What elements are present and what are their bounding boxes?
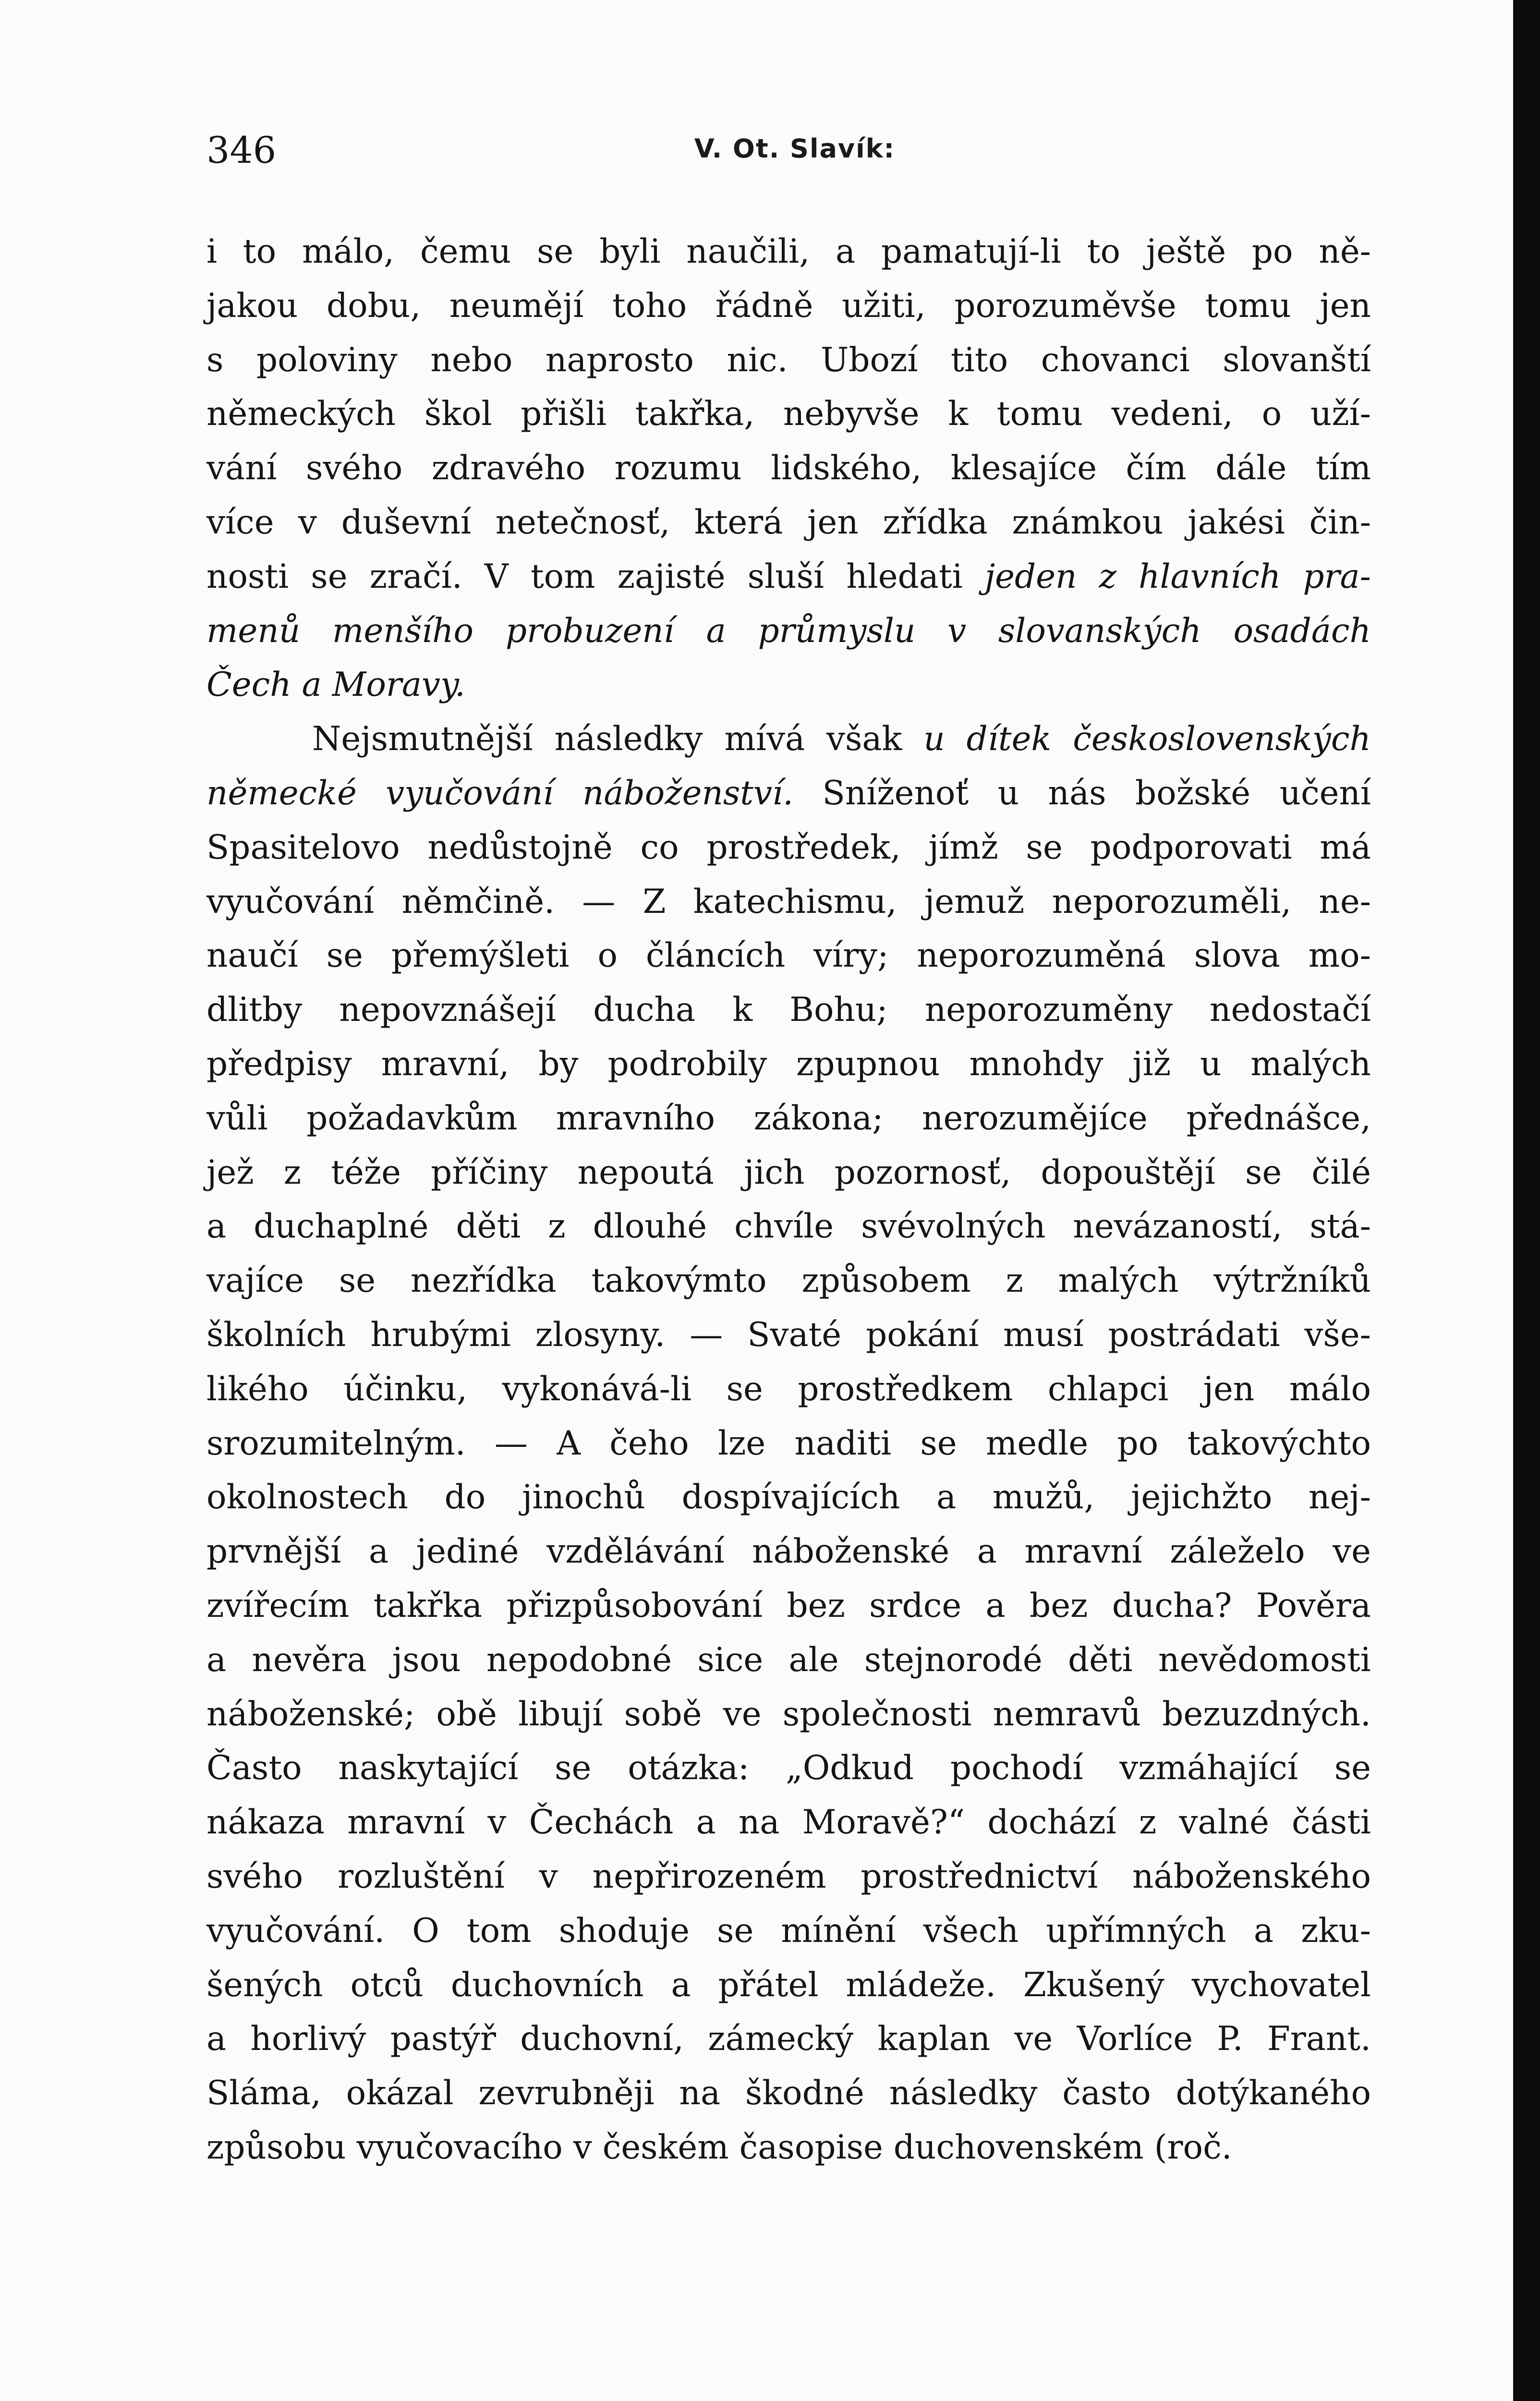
text-line [206, 658, 1371, 712]
scan-border [1513, 0, 1540, 2401]
text-line [206, 279, 1371, 333]
text-line [206, 333, 1371, 388]
text-line [206, 1091, 1371, 1146]
paragraph [206, 712, 1371, 2175]
italic-text: jeden z hlavních pra- [984, 557, 1371, 596]
text-span: prvnější a jediné vzdělávání náboženské a mravní záleželo ve [206, 1532, 1371, 1571]
text-span: Sníženoť u nás božské učení [793, 774, 1371, 812]
page-header [206, 129, 1378, 182]
text-line [206, 1146, 1371, 1200]
text-span: vyučování. O tom shoduje se mínění všech upřímných a zku- [206, 1911, 1371, 1950]
text-span: dlitby nepovznášejí ducha k Bohu; neporozuměny nedostačí [206, 991, 1371, 1030]
text-line [206, 1633, 1371, 1687]
text-span: Často naskytající se otázka: „Odkud pochodí vzmáhající se [206, 1749, 1371, 1788]
text-span: jež z téže příčiny nepoutá jich pozornosť, dopouštějí se čilé [206, 1153, 1371, 1192]
text-line [206, 1795, 1371, 1850]
paragraph [206, 225, 1371, 712]
text-span: okolnostech do jinochů dospívajících a mužů, jejichžto nej- [206, 1478, 1371, 1517]
text-span: vyučování němčině. — Z katechismu, jemuž neporozuměli, ne- [206, 882, 1371, 921]
text-span: a duchaplné děti z dlouhé chvíle svévolných nevázaností, stá- [206, 1207, 1371, 1246]
running-head: V. Ot. Slavík: [694, 133, 896, 164]
text-line [206, 1741, 1371, 1795]
italic-text: menů menšího probuzení a průmyslu v slovanských osadách [206, 611, 1371, 650]
text-line [206, 983, 1371, 1037]
text-line [206, 441, 1371, 496]
text-line [206, 1850, 1371, 1904]
text-span: zvířecím takřka přizpůsobování bez srdce a bez ducha? Pověra [206, 1586, 1371, 1625]
text-line [206, 496, 1371, 550]
text-line [206, 225, 1371, 279]
text-span: naučí se přemýšleti o článcích víry; neporozuměná slova mo- [206, 936, 1371, 975]
text-span: nákaza mravní v Čechách a na Moravě?“ dochází z valné části [206, 1803, 1371, 1842]
text-span: jakou dobu, neumějí toho řádně užiti, porozuměvše tomu jen [206, 286, 1371, 325]
text-span: vůli požadavkům mravního zákona; nerozumějíce přednášce, [206, 1099, 1371, 1138]
italic-text: u dítek československých [923, 720, 1371, 759]
text-line [206, 550, 1371, 604]
text-span: vání svého zdravého rozumu lidského, klesajíce čím dále tím [206, 449, 1371, 488]
text-line [206, 1308, 1371, 1362]
text-line [206, 1254, 1371, 1308]
body-text [206, 225, 1371, 2175]
text-line [206, 875, 1371, 929]
text-line [206, 712, 1371, 766]
text-span: srozumitelným. — A čeho lze naditi se medle po takovýchto [206, 1424, 1371, 1463]
text-span: šených otců duchovních a přátel mládeže. Zkušený vychovatel [206, 1965, 1371, 2004]
text-line [206, 604, 1371, 658]
text-span: Sláma, okázal zevrubněji na škodné následky často dotýkaného [206, 2074, 1371, 2113]
text-line [206, 1362, 1371, 1417]
text-line [206, 1037, 1371, 1091]
text-span: školních hrubými zlosyny. — Svaté pokání musí postrádati vše- [206, 1315, 1371, 1354]
text-span: i to málo, čemu se byli naučili, a pamatují-li to ještě po ně- [206, 232, 1371, 271]
text-line [206, 2121, 1371, 2175]
text-span: Spasitelovo nedůstojně co prostředek, jímž se podporovati má [206, 828, 1371, 867]
text-span: a horlivý pastýř duchovní, zámecký kaplan ve Vorlíce P. Frant. [206, 2020, 1371, 2059]
text-line [206, 766, 1371, 821]
text-span: více v duševní netečnosť, která jen zřídka známkou jakési čin- [206, 503, 1371, 542]
text-span: německých škol přišli takřka, nebyvše k tomu vedeni, o uží- [206, 395, 1371, 434]
text-line [206, 1200, 1371, 1254]
text-span: předpisy mravní, by podrobily zpupnou mnohdy již u malých [206, 1044, 1371, 1083]
text-line [206, 1904, 1371, 1958]
page-number: 346 [206, 129, 277, 171]
text-line [206, 929, 1371, 983]
text-span: vajíce se nezřídka takovýmto způsobem z malých výtržníků [206, 1261, 1371, 1300]
text-span: Nejsmutnější následky mívá však [312, 720, 924, 759]
text-line [206, 1579, 1371, 1633]
text-line [206, 1525, 1371, 1579]
text-span: náboženské; obě libují sobě ve společnosti nemravů bezuzdných. [206, 1695, 1371, 1734]
text-span: s poloviny nebo naprosto nic. Ubozí tito chovanci slovanští [206, 340, 1371, 379]
text-line [206, 1470, 1371, 1525]
text-line [206, 1417, 1371, 1471]
text-span: nosti se zračí. V tom zajisté sluší hledati [206, 557, 985, 596]
text-line [206, 2066, 1371, 2121]
text-span: svého rozluštění v nepřirozeném prostřednictví náboženského [206, 1857, 1371, 1896]
italic-text: Čech a Moravy. [206, 666, 465, 704]
text-line [206, 1687, 1371, 1742]
text-line [206, 1958, 1371, 2013]
text-line [206, 2012, 1371, 2066]
text-line [206, 387, 1371, 441]
text-span: a nevěra jsou nepodobné sice ale stejnorodé děti nevědomosti [206, 1640, 1371, 1679]
italic-text: německé vyučování náboženství. [206, 774, 794, 812]
text-span: likého účinku, vykonává-li se prostředkem chlapci jen málo [206, 1370, 1371, 1408]
text-line [206, 821, 1371, 875]
text-span: způsobu vyučovacího v českém časopise duchovenském (roč. [206, 2128, 1232, 2167]
